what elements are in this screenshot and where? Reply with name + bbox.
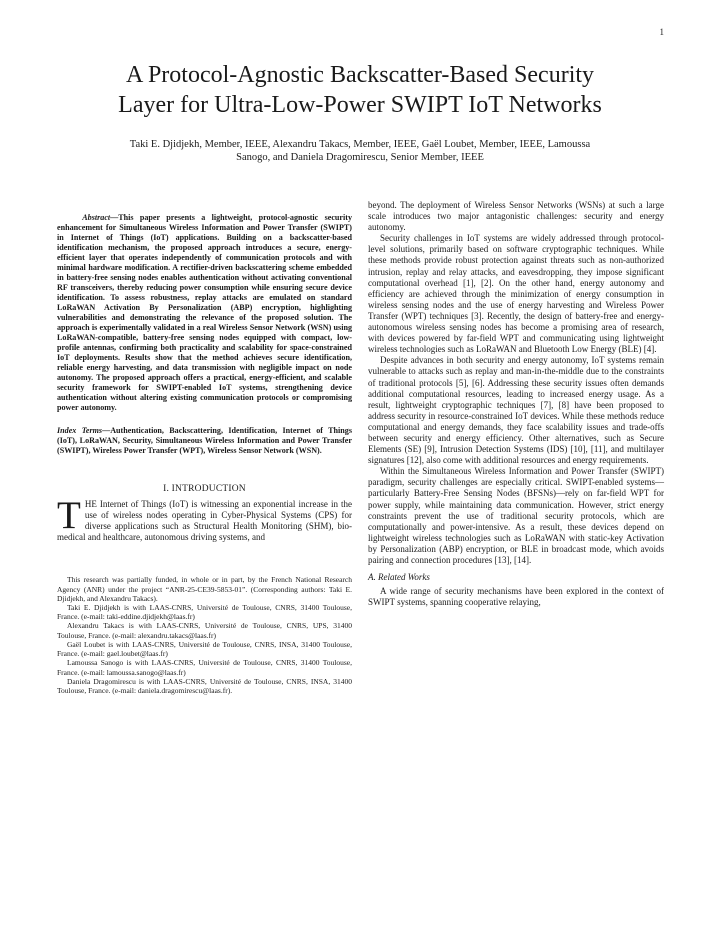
intro-smallcaps: HE [84,499,97,510]
left-column [57,213,352,695]
abstract [57,213,352,413]
author-list [60,138,660,164]
section-heading-introduction: I. INTRODUCTION [163,484,246,494]
related-works-paragraph: A wide range of security mechanisms have been explored in the context of SWIPT systems, spanning cooperative relaying, [368,586,664,608]
footnote-author-5: Daniela Dragomirescu is with LAAS-CNRS, Université de Toulouse, CNRS, INSA, 31400 Toulouse, France. (e-mail: daniela.dragomirescu@laas.fr). [57,676,352,695]
footnotes [57,575,352,695]
title-line-1: A Protocol-Agnostic Backscatter-Based Security [125,62,595,88]
index-terms [57,426,352,456]
footnote-funding: This research was partially funded, in whole or in part, by the French National Research Agency (ANR) under the project “ANR-25-CE39-5853-01”. (Corresponding authors: Taki E. Djidjekh, and Alexandru Takacs). [57,575,352,603]
index-terms-label: Index Terms [57,426,103,435]
title-line-2: Layer for Ultra-Low-Power SWIPT IoT Networks [118,92,602,118]
subsection-heading-related-works: A. Related Works [368,572,430,583]
index-terms-text: —Authentication, Backscattering, Identification, Internet of Things (IoT), LoRaWAN, Security, Simultaneous Wireless Information and Power Transfer (SWIPT), Wireless Power Transfer (WPT), Wireless Sensor Network (WSN). [57,426,352,455]
footnote-author-3: Gaël Loubet is with LAAS-CNRS, Université de Toulouse, CNRS, INSA, 31400 Toulouse, France. (e-mail: gael.loubet@laas.fr) [57,639,352,659]
security-challenges-paragraph: Security challenges in IoT systems are widely addressed through protocol-level solutions, primarily based on software cryptographic techniques. While these methods provide robust protection against threats such as non-authorized intrusion, replay and relay attacks, and eavesdropping, they impose significant computational overhead [1], [2]. On the other hand, energy autonomy and efficiency are achieved through the minimization of energy consumption in wireless sensing nodes and the use of energy harvesting and Wireless Power Transfer (WPT) techniques [3]. Recently, the design of battery-free and energy-autonomous wireless sensing nodes has become a promising area of research, with devices powered by far-field WPT and communicating using lightweight wireless technologies such as LoRaWAN and Bluetooth Low Energy (BLE) [4]. [368,233,664,355]
right-column [368,200,664,608]
vulnerabilities-paragraph: Despite advances in both security and energy autonomy, IoT systems remain vulnerable to attacks such as replay and man-in-the-middle due to the constraints of traditional protocols [5], [6]. Addressing these security issues often demands additional computational resources, leading to increased energy usage. As a result, lightweight cryptographic techniques [7], [8] have been proposed to address security in resource-constrained IoT devices. While these methods reduce computational and energy demands, they face scalability issues and trade-offs between security and energy efficiency. Other alternatives, such as Secure Elements (SE) [9], Intrusion Detection Systems (IDS) [10], [11], and multilayer signatures [12], also come with additional resources and energy requirements. [368,355,664,466]
abstract-label: Abstract [82,213,111,222]
intro-paragraph [57,494,352,543]
paper-title [40,60,680,120]
authors-line-2: Sanogo, and Daniela Dragomirescu, Senior Member, IEEE [236,152,484,163]
drop-cap: T [57,494,81,538]
intro-text: Internet of Things (IoT) is witnessing an exponential increase in the use of wireless nodes operating in Cyber-Physical Systems (CPS) for diverse applications such as Structural Health Monitoring (SHM), bio-medical and healthcare, autonomous driving systems, and [57,499,352,543]
footnote-author-4: Lamoussa Sanogo is with LAAS-CNRS, Université de Toulouse, CNRS, 31400 Toulouse, France. (e-mail: lamoussa.sanogo@laas.fr) [57,658,352,677]
intro-continued-paragraph: beyond. The deployment of Wireless Sensor Networks (WSNs) at such a large scale introduces two major antagonistic challenges: security and energy autonomy. [368,200,664,233]
footnote-author-1: Taki E. Djidjekh is with LAAS-CNRS, Université de Toulouse, CNRS, 31400 Toulouse, France. (e-mail: taki-eddine.djidjekh@laas.fr) [57,603,352,622]
footnote-author-2: Alexandru Takacs is with LAAS-CNRS, Université de Toulouse, CNRS, UPS, 31400 Toulouse, France. (e-mail: alexandru.takacs@laas.fr) [57,621,352,640]
authors-line-1: Taki E. Djidjekh, Member, IEEE, Alexandru Takacs, Member, IEEE, Gaël Loubet, Member, IEEE, Lamoussa [129,139,591,150]
swipt-paragraph: Within the Simultaneous Wireless Information and Power Transfer (SWIPT) paradigm, security challenges are especially critical. SWIPT-enabled systems—particularly Battery-Free Sensing Nodes (BFSNs)—rely on far-field WPT for power supply, while maintaining data communication. However, strict energy constraints prevent the use of traditional security protocols, which are computationally and power-intensive. As a result, these devices depend on lightweight wireless technologies such as LoRaWAN with static-key Activation by Personalization (ABP) encryption, or BLE in broadcast mode, which avoids pairing and connection procedures [13], [14]. [368,466,664,565]
abstract-text: —This paper presents a lightweight, protocol-agnostic security enhancement for Simultaneous Wireless Information and Power Transfer (SWIPT) in Internet of Things (IoT) applications. Building on a backscatter-based identification mechanism, the proposed approach introduces a secure, energy-efficient layer that operates independently of communication protocols and with minimal hardware modification. A rectifier-driven backscattering scheme embedded in battery-free sensing nodes enables authentication without activating conventional RF transceivers, thereby reducing power consumption while ensuring secure device identification. To assess robustness, replay attacks are emulated on standard LoRaWAN Activation By Personalization (ABP) encryption, highlighting vulnerabilities and demonstrating the relevance of the proposed solution. The approach is experimentally validated in a real Wireless Sensor Network (WSN) using LoRaWAN-compatible, battery-free sensing nodes equipped with compact, low-profile antennas, confirming both practicality and scalability for space-constrained IoT deployments. Results show that the method achieves secure identification, reliable energy harvesting, and data transmission with negligible impact on node autonomy. The proposed approach offers a practical, energy-efficient, and scalable security framework for SWIPT-enabled IoT systems, strengthening device authentication without altering existing communication protocols or compromising power autonomy. [57,213,353,412]
page-number: 1 [659,27,664,37]
